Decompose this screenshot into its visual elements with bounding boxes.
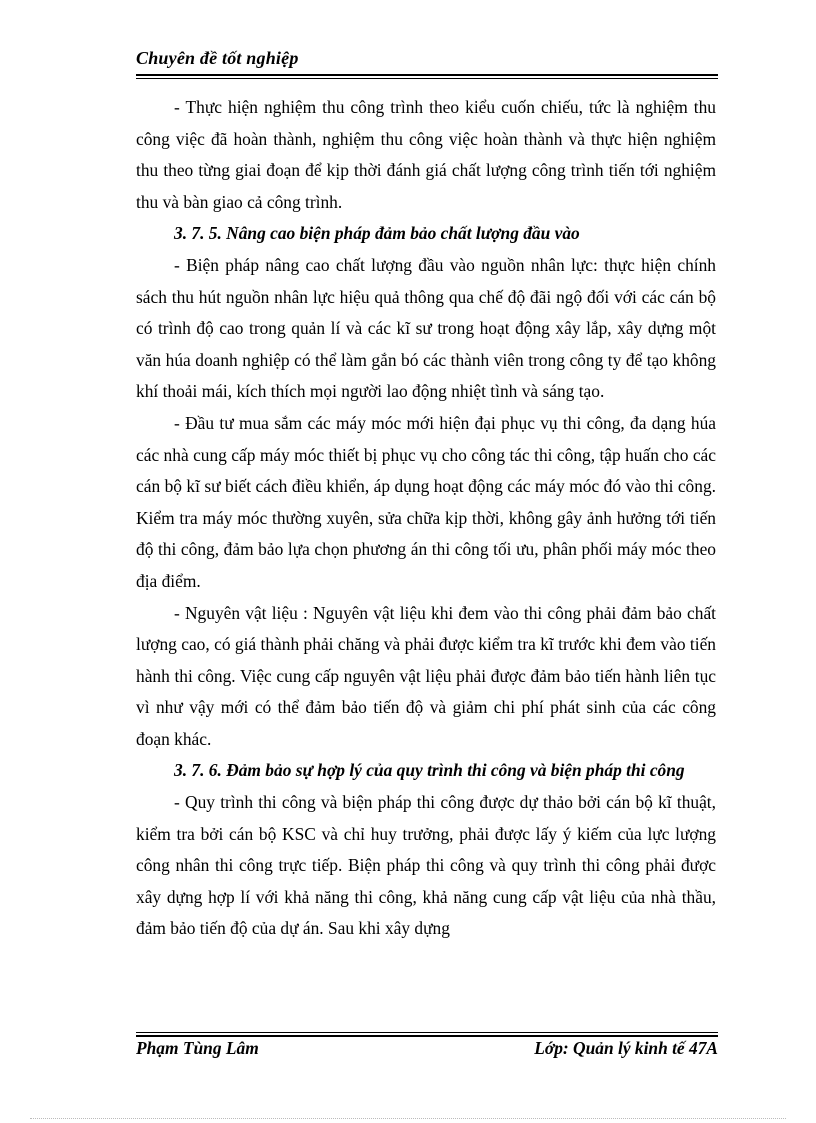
paragraph-materials: - Nguyên vật liệu : Nguyên vật liệu khi đem vào thi công phải đảm bảo chất lượng cao, có giá thành phải chăng và phải được kiểm tra kĩ trước khi đem vào tiến hành thi công. Việc cung cấp nguyên vật liệu phải được đảm bảo tiến hành liên tục vì như vậy mới có thể đảm bảo tiến độ và giảm chi phí phát sinh của các công đoạn khác. <box>136 602 716 749</box>
document-body <box>136 92 716 945</box>
footer-class: Lớp: Quản lý kinh tế 47A <box>534 1038 718 1058</box>
section-heading-3-7-5: 3. 7. 5. Nâng cao biện pháp đảm bảo chất lượng đầu vào <box>174 223 580 244</box>
header-rule-thin <box>136 78 718 79</box>
paragraph-human-resources: - Biện pháp nâng cao chất lượng đầu vào nguồn nhân lực: thực hiện chính sách thu hút nguồn nhân lực hiệu quả thông qua chế độ đãi ngộ đối với các cán bộ có trình độ cao trong quản lí và các kĩ sư trong hoạt động xây lắp, xây dựng một văn húa doanh nghiệp có thể làm gắn bó các thành viên trong công ty để tạo không khí thoải mái, kích thích mọi người lao động nhiệt tình và sáng tạo. <box>136 254 716 402</box>
paragraph-construction-process: - Quy trình thi công và biện pháp thi công được dự thảo bởi cán bộ kĩ thuật, kiểm tra bởi cán bộ KSC và chỉ huy trưởng, phải được lấy ý kiếm của lực lượng công nhân thi công trực tiếp. Biện pháp thi công và quy trình thi công phải được xây dựng hợp lí với khả năng thi công, khả năng cung cấp vật liệu của nhà thầu, đảm bảo tiến độ của dự án. Sau khi xây dựng <box>136 792 716 939</box>
header-rule <box>136 74 718 76</box>
paragraph-machinery: - Đầu tư mua sắm các máy móc mới hiện đại phục vụ thi công, đa dạng húa các nhà cung cấp máy móc thiết bị phục vụ cho công tác thi công, tập huấn cho các cán bộ kĩ sư biết cách điều khiển, áp dụng hoạt động các máy móc đó vào thi công. Kiểm tra máy móc thường xuyên, sửa chữa kịp thời, không gây ảnh hưởng tới tiến độ thi công, đảm bảo lựa chọn phương án thi công tối ưu, phân phối máy móc theo địa điểm. <box>136 412 716 591</box>
footer-author: Phạm Tùng Lâm <box>136 1038 259 1058</box>
paragraph-acceptance: - Thực hiện nghiệm thu công trình theo kiểu cuốn chiếu, tức là nghiệm thu công việc đã hoàn thành, nghiệm thu công việc hoàn thành và thực hiện nghiệm thu theo từng giai đoạn để kịp thời đánh giá chất lượng công trình tiến tới nghiệm thu và bàn giao cả công trình. <box>136 97 716 212</box>
section-heading-3-7-6: 3. 7. 6. Đảm bảo sự hợp lý của quy trình thi công và biện pháp thi công <box>174 760 685 781</box>
footer-rule-thin <box>136 1032 718 1033</box>
page-bottom-border <box>30 1118 786 1119</box>
footer-rule <box>136 1035 718 1037</box>
header-title: Chuyên đề tốt nghiệp <box>136 48 299 68</box>
